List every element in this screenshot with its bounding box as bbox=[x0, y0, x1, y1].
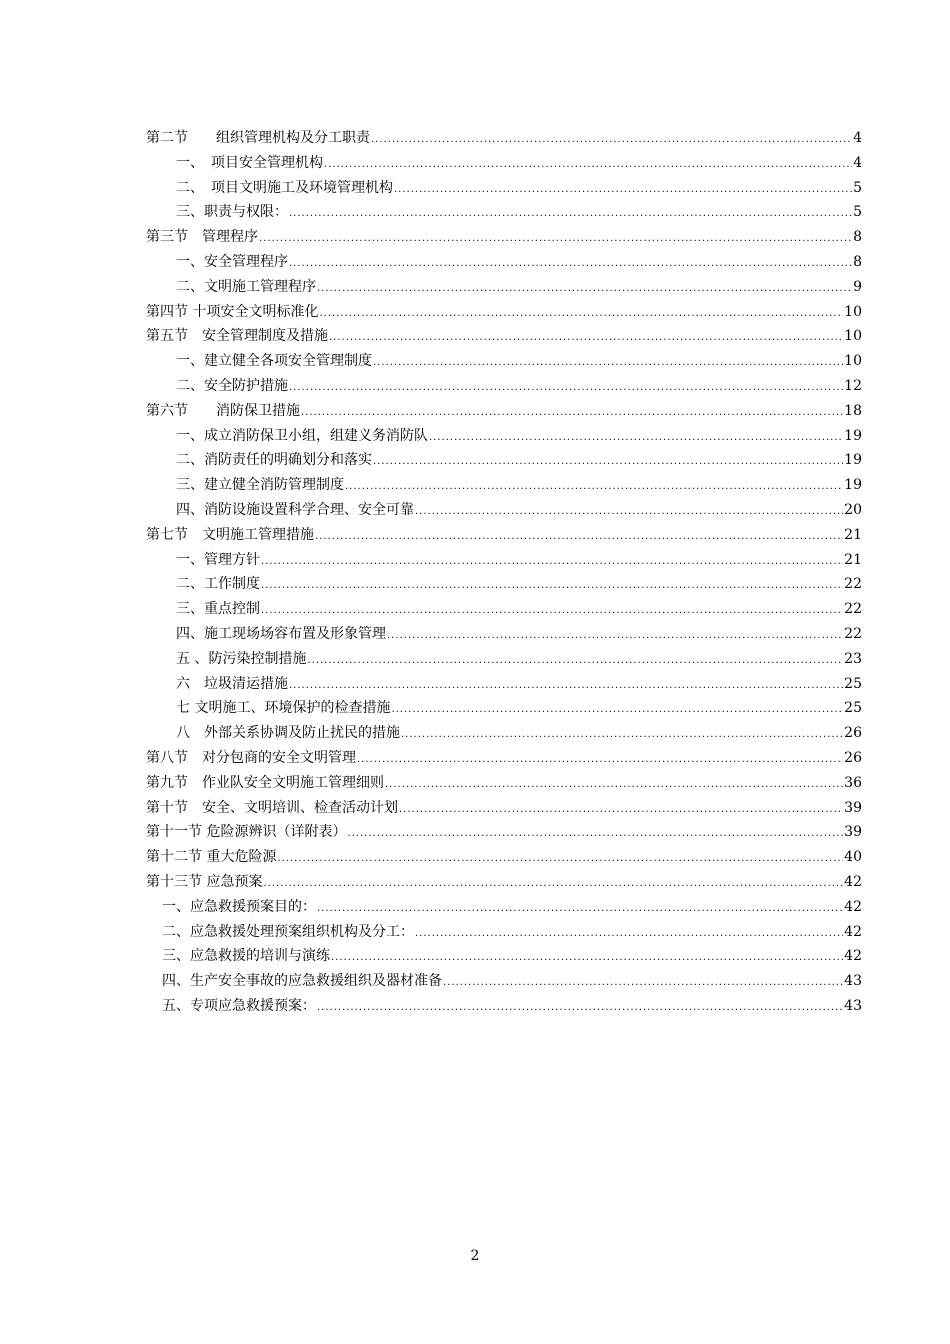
toc-entry-label: 四、消防设施设置科学合理、安全可靠 bbox=[176, 501, 414, 518]
toc-leader-dots bbox=[347, 822, 843, 847]
toc-entry-label: 第三节 管理程序 bbox=[146, 229, 258, 246]
toc-entry[interactable] bbox=[146, 944, 862, 969]
toc-leader-dots bbox=[399, 798, 843, 823]
toc-entry-label: 第八节 对分包商的安全文明管理 bbox=[146, 749, 356, 766]
toc-entry-label: 第二节 组织管理机构及分工职责 bbox=[146, 130, 370, 146]
toc-entry-label: 一、建立健全各项安全管理制度 bbox=[176, 353, 372, 370]
toc-leader-dots bbox=[317, 996, 843, 1021]
toc-entry[interactable] bbox=[146, 424, 862, 449]
toc-entry-page: 43 bbox=[844, 973, 862, 990]
toc-entry-label: 二、 项目文明施工及环境管理机构 bbox=[176, 179, 393, 196]
toc-entry-page: 22 bbox=[844, 601, 862, 618]
toc-entry[interactable] bbox=[146, 796, 862, 821]
toc-entry-label: 二、安全防护措施 bbox=[176, 377, 288, 394]
toc-entry-label: 八 外部关系协调及防止扰民的措施 bbox=[176, 725, 400, 742]
toc-leader-dots bbox=[324, 153, 852, 178]
toc-entry-label: 二、工作制度 bbox=[176, 576, 260, 593]
toc-entry-label: 第十一节 危险源辨识（详附表） bbox=[146, 824, 347, 841]
toc-entry-page: 25 bbox=[844, 700, 862, 717]
toc-entry-label: 一、应急救援预案目的： bbox=[162, 898, 316, 915]
toc-entry-label: 三、职责与权限： bbox=[176, 204, 288, 221]
toc-entry[interactable] bbox=[146, 151, 862, 176]
toc-entry[interactable] bbox=[146, 473, 862, 498]
toc-entry[interactable] bbox=[146, 969, 862, 994]
toc-entry-page: 19 bbox=[844, 427, 862, 444]
toc-entry-page: 4 bbox=[853, 154, 862, 171]
toc-leader-dots bbox=[261, 599, 843, 624]
toc-entry-label: 一、安全管理程序 bbox=[176, 253, 288, 270]
toc-entry[interactable] bbox=[146, 622, 862, 647]
toc-entry[interactable] bbox=[146, 696, 862, 721]
toc-entry[interactable] bbox=[146, 498, 862, 523]
toc-entry-page: 42 bbox=[844, 948, 862, 965]
toc-entry-label: 四、生产安全事故的应急救援组织及器材准备 bbox=[162, 973, 442, 990]
toc-leader-dots bbox=[261, 550, 843, 575]
toc-entry-label: 七 文明施工、环境保护的检查措施 bbox=[176, 700, 391, 717]
toc-entry-label: 三、建立健全消防管理制度 bbox=[176, 477, 344, 494]
toc-leader-dots bbox=[415, 500, 843, 525]
toc-entry-page: 12 bbox=[844, 377, 862, 394]
toc-leader-dots bbox=[345, 475, 843, 500]
toc-leader-dots bbox=[307, 649, 843, 674]
table-of-contents bbox=[146, 126, 862, 1019]
toc-entry-page: 21 bbox=[844, 551, 862, 568]
toc-entry-label: 第四节 十项安全文明标准化 bbox=[146, 303, 319, 320]
toc-entry-label: 四、施工现场场容布置及形象管理 bbox=[176, 625, 386, 642]
toc-leader-dots bbox=[415, 922, 843, 947]
toc-leader-dots bbox=[301, 401, 843, 426]
toc-entry-page: 8 bbox=[853, 229, 862, 246]
toc-entry-label: 第十二节 重大危险源 bbox=[146, 849, 277, 866]
toc-entry-page: 42 bbox=[844, 923, 862, 940]
toc-entry-page: 18 bbox=[844, 402, 862, 419]
toc-entry-page: 19 bbox=[844, 477, 862, 494]
toc-entry-label: 第十节 安全、文明培训、检查活动计划 bbox=[146, 799, 398, 816]
toc-leader-dots bbox=[331, 946, 843, 971]
toc-entry-label: 二、消防责任的明确划分和落实 bbox=[176, 452, 372, 469]
toc-entry[interactable] bbox=[146, 771, 862, 796]
toc-entry-page: 5 bbox=[853, 204, 862, 221]
toc-entry-label: 第六节 消防保卫措施 bbox=[146, 402, 300, 419]
toc-entry-page: 42 bbox=[844, 873, 862, 890]
toc-leader-dots bbox=[387, 624, 843, 649]
toc-entry-label: 一、 项目安全管理机构 bbox=[176, 154, 323, 171]
toc-entry-label: 五 、防污染控制措施 bbox=[176, 650, 307, 667]
toc-leader-dots bbox=[263, 872, 843, 897]
toc-entry[interactable] bbox=[146, 845, 862, 870]
toc-leader-dots bbox=[289, 252, 852, 277]
toc-entry[interactable] bbox=[146, 250, 862, 275]
toc-leader-dots bbox=[385, 773, 843, 798]
toc-entry-page: 5 bbox=[853, 179, 862, 196]
toc-leader-dots bbox=[357, 748, 843, 773]
toc-leader-dots bbox=[429, 426, 843, 451]
toc-entry-page: 26 bbox=[844, 725, 862, 742]
toc-entry[interactable] bbox=[146, 820, 862, 845]
toc-entry-label: 第九节 作业队安全文明施工管理细则 bbox=[146, 774, 384, 791]
toc-leader-dots bbox=[394, 178, 852, 203]
toc-leader-dots bbox=[329, 326, 843, 351]
toc-leader-dots bbox=[371, 128, 852, 153]
toc-entry[interactable] bbox=[146, 870, 862, 895]
toc-leader-dots bbox=[261, 574, 843, 599]
toc-leader-dots bbox=[401, 723, 843, 748]
toc-entry-page: 22 bbox=[844, 576, 862, 593]
toc-leader-dots bbox=[317, 897, 843, 922]
toc-leader-dots bbox=[289, 674, 843, 699]
page-number: 2 bbox=[470, 1248, 480, 1264]
toc-entry[interactable] bbox=[146, 275, 862, 300]
toc-leader-dots bbox=[259, 227, 852, 252]
toc-leader-dots bbox=[373, 351, 843, 376]
toc-entry-page: 21 bbox=[844, 526, 862, 543]
toc-entry[interactable] bbox=[146, 548, 862, 573]
toc-entry-page: 23 bbox=[844, 650, 862, 667]
toc-entry-page: 40 bbox=[844, 849, 862, 866]
toc-leader-dots bbox=[391, 698, 843, 723]
toc-entry-label: 三、应急救援的培训与演练 bbox=[162, 948, 330, 965]
toc-entry[interactable] bbox=[146, 572, 862, 597]
toc-entry[interactable] bbox=[146, 895, 862, 920]
toc-entry-page: 10 bbox=[844, 328, 862, 345]
toc-entry[interactable] bbox=[146, 920, 862, 945]
toc-entry[interactable] bbox=[146, 126, 862, 151]
toc-entry-page: 8 bbox=[853, 253, 862, 270]
toc-entry-label: 五、专项应急救援预案： bbox=[162, 997, 316, 1014]
toc-leader-dots bbox=[289, 376, 843, 401]
toc-leader-dots bbox=[317, 277, 852, 302]
toc-entry-page: 4 bbox=[853, 130, 862, 146]
toc-entry[interactable] bbox=[146, 994, 862, 1019]
toc-entry-label: 一、管理方针 bbox=[176, 551, 260, 568]
toc-entry[interactable] bbox=[146, 597, 862, 622]
toc-entry-page: 25 bbox=[844, 675, 862, 692]
toc-entry-label: 三、重点控制 bbox=[176, 601, 260, 618]
toc-entry[interactable] bbox=[146, 200, 862, 225]
toc-leader-dots bbox=[289, 202, 852, 227]
toc-entry[interactable] bbox=[146, 647, 862, 672]
toc-entry[interactable] bbox=[146, 324, 862, 349]
toc-entry[interactable] bbox=[146, 746, 862, 771]
toc-leader-dots bbox=[373, 450, 843, 475]
toc-leader-dots bbox=[315, 525, 843, 550]
toc-entry-page: 39 bbox=[844, 799, 862, 816]
toc-entry[interactable] bbox=[146, 523, 862, 548]
toc-leader-dots bbox=[319, 302, 843, 327]
toc-entry[interactable] bbox=[146, 300, 862, 325]
toc-entry-label: 一、成立消防保卫小组，组建义务消防队 bbox=[176, 427, 428, 444]
toc-entry-label: 第七节 文明施工管理措施 bbox=[146, 526, 314, 543]
toc-entry-page: 43 bbox=[844, 997, 862, 1014]
toc-entry-page: 39 bbox=[844, 824, 862, 841]
toc-leader-dots bbox=[443, 971, 843, 996]
toc-entry-label: 第十三节 应急预案 bbox=[146, 873, 263, 890]
toc-entry[interactable] bbox=[146, 374, 862, 399]
toc-leader-dots bbox=[277, 847, 843, 872]
toc-entry-label: 二、文明施工管理程序 bbox=[176, 278, 316, 295]
toc-entry-page: 9 bbox=[853, 278, 862, 295]
toc-entry-page: 22 bbox=[844, 625, 862, 642]
toc-entry-page: 42 bbox=[844, 898, 862, 915]
toc-entry-label: 六 垃圾清运措施 bbox=[176, 675, 288, 692]
toc-entry-page: 26 bbox=[844, 749, 862, 766]
toc-entry[interactable] bbox=[146, 721, 862, 746]
toc-entry-page: 36 bbox=[844, 774, 862, 791]
toc-entry[interactable] bbox=[146, 176, 862, 201]
toc-entry[interactable] bbox=[146, 225, 862, 250]
toc-entry-page: 20 bbox=[844, 501, 862, 518]
toc-entry[interactable] bbox=[146, 448, 862, 473]
toc-entry[interactable] bbox=[146, 399, 862, 424]
toc-entry-label: 第五节 安全管理制度及措施 bbox=[146, 328, 328, 345]
toc-entry[interactable] bbox=[146, 672, 862, 697]
toc-entry[interactable] bbox=[146, 349, 862, 374]
toc-entry-page: 19 bbox=[844, 452, 862, 469]
toc-entry-label: 二、应急救援处理预案组织机构及分工： bbox=[162, 923, 414, 940]
toc-entry-page: 10 bbox=[844, 303, 862, 320]
toc-entry-page: 10 bbox=[844, 353, 862, 370]
